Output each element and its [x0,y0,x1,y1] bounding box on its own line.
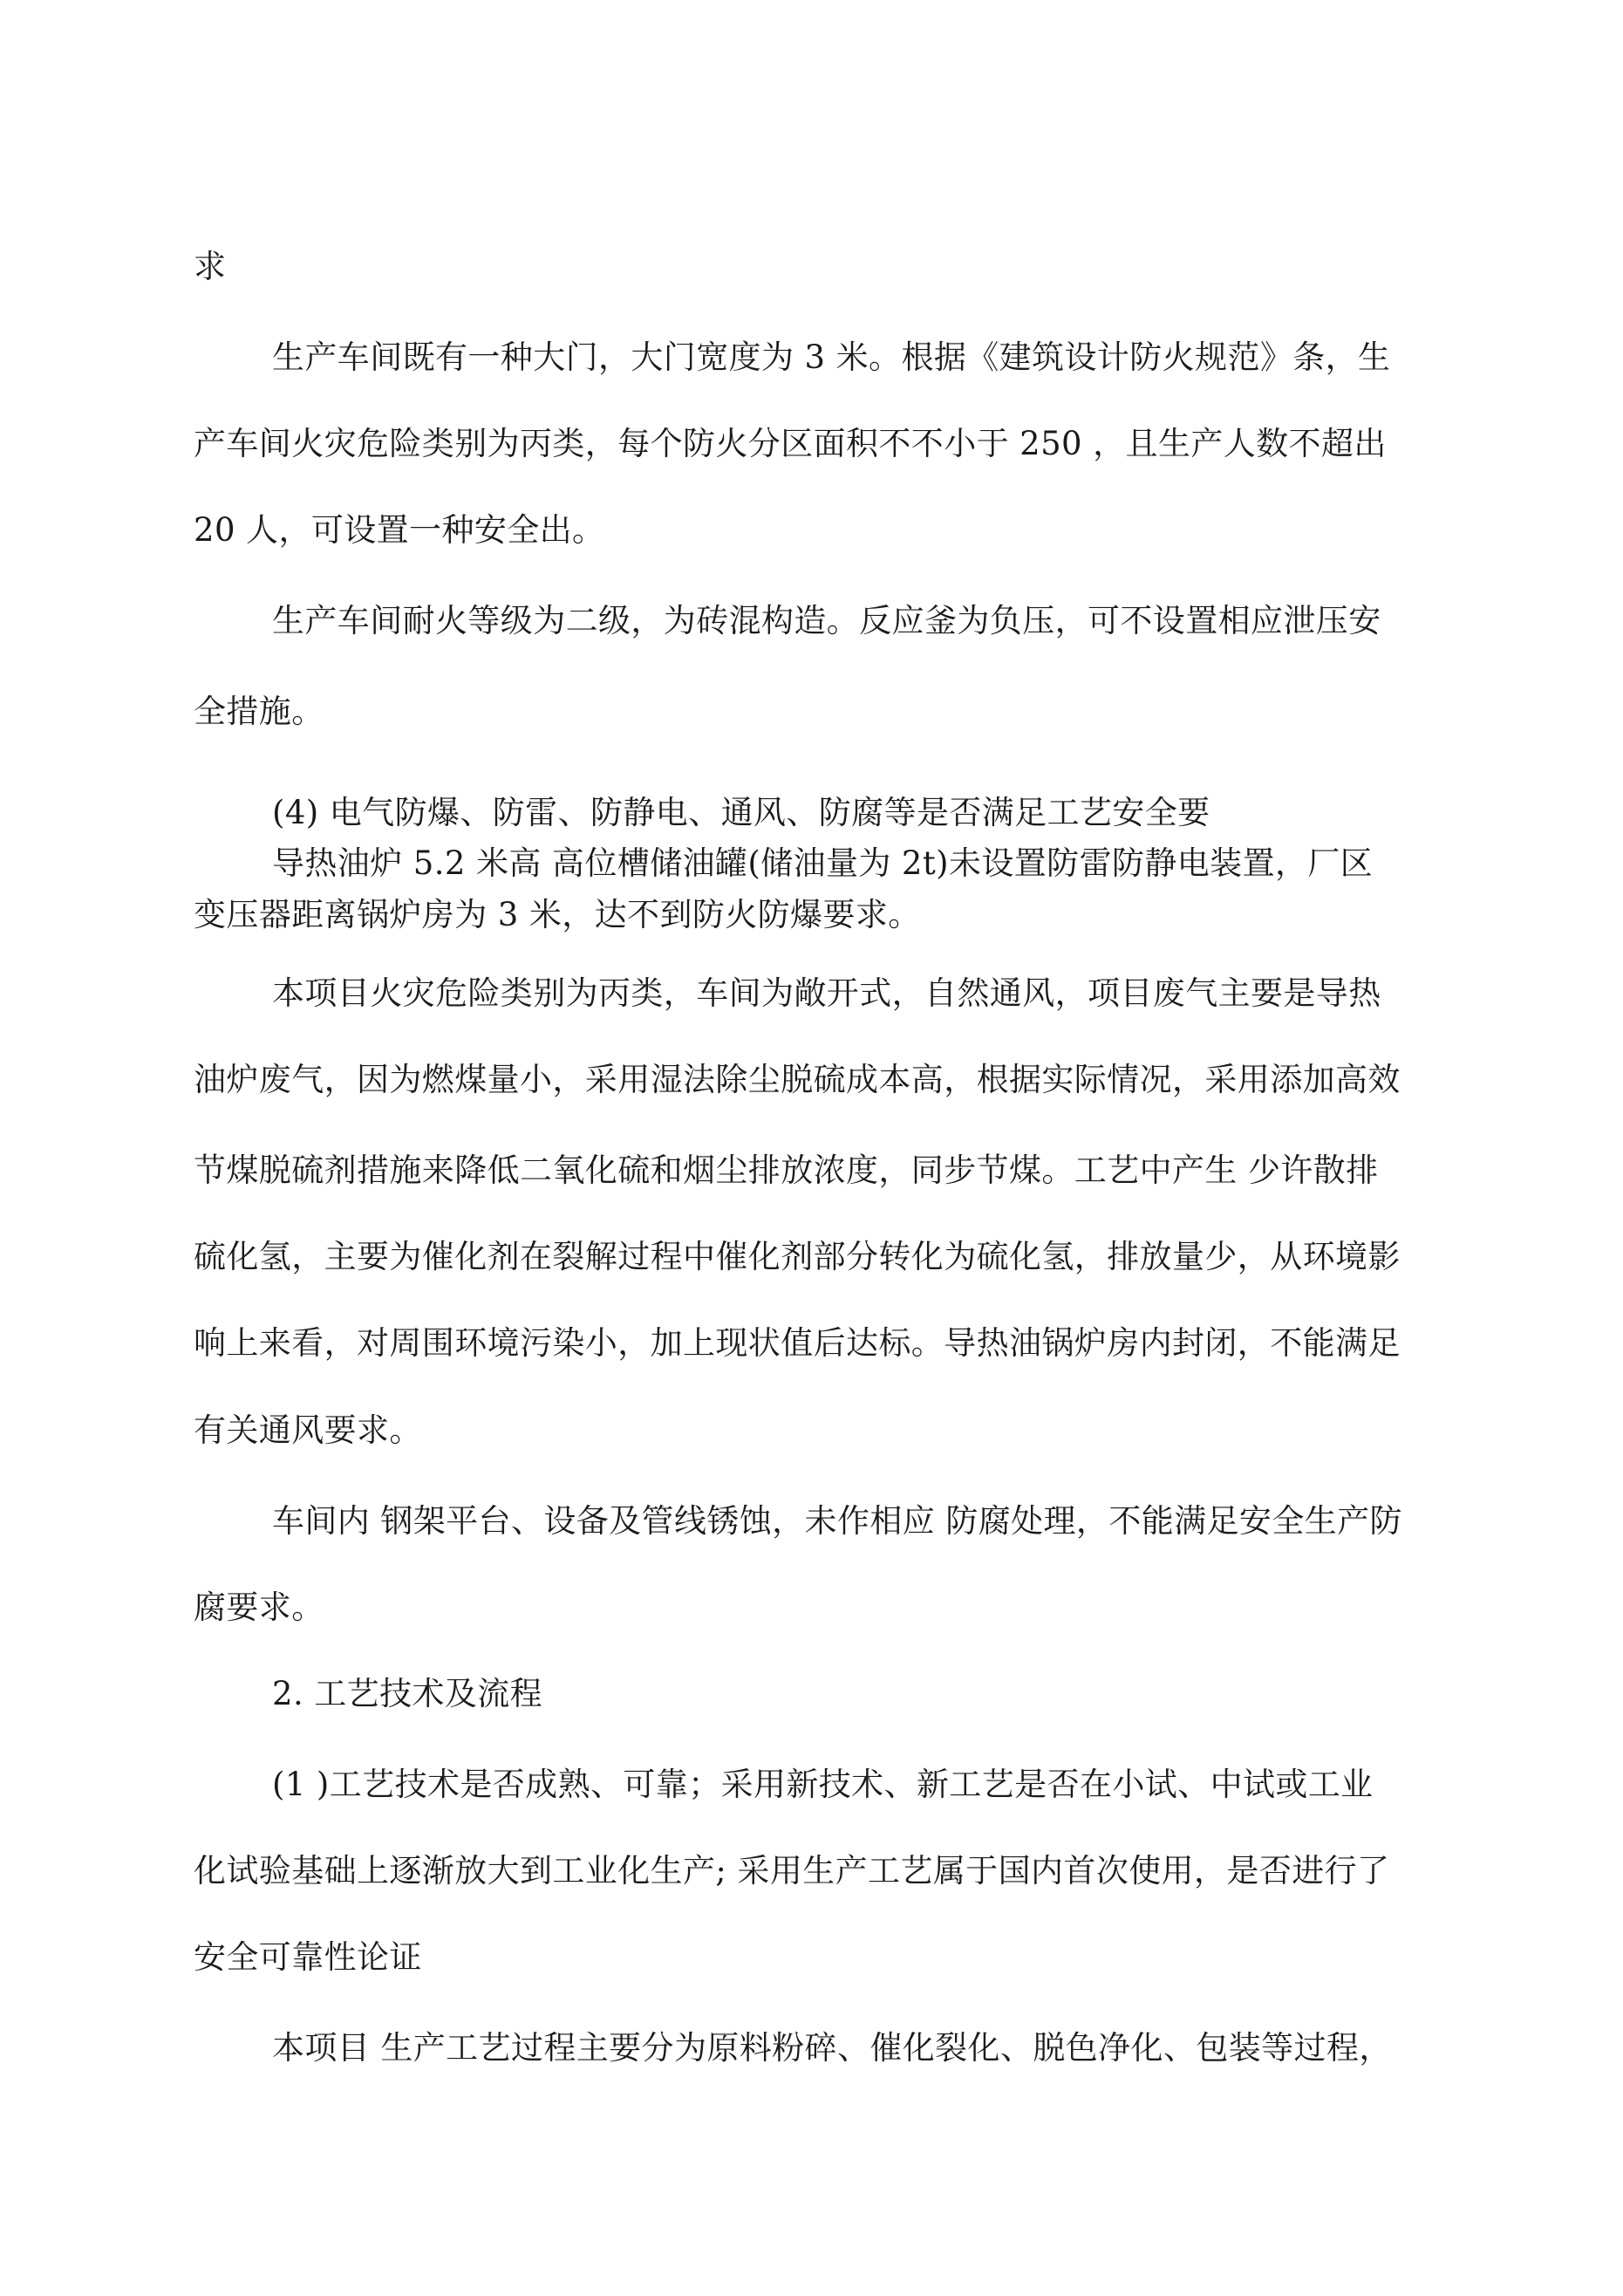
text-line: (4) 电气防爆、防雷、防静电、通风、防腐等是否满足工艺安全要 [272,794,1210,831]
text-line: 生产车间耐火等级为二级，为砖混构造。反应釜为负压，可不设置相应泄压安 [272,602,1381,639]
text-line: 化试验基础上逐渐放大到工业化生产; 采用生产工艺属于国内首次使用，是否进行了 [194,1852,1390,1889]
text-line: 求 [194,248,227,285]
text-line: 导热油炉 5.2 米高 高位槽储油罐(储油量为 2t)未设置防雷防静电装置，厂区 [272,844,1374,882]
text-line: 20 人，可设置一种安全出。 [194,511,605,549]
text-line: 响上来看，对周围环境污染小，加上现状值后达标。导热油锅炉房内封闭，不能满足 [194,1324,1401,1362]
section-heading: 2. 工艺技术及流程 [272,1675,543,1712]
text-line: 产车间火灾危险类别为丙类，每个防火分区面积不不小于 250 ，且生产人数不超出 [194,425,1387,462]
text-line: (1 )工艺技术是否成熟、可靠；采用新技术、新工艺是否在小试、中试或工业 [272,1766,1374,1803]
text-line: 有关通风要求。 [194,1411,422,1449]
text-line: 安全可靠性论证 [194,1938,422,1976]
text-line: 生产车间既有一种大门，大门宽度为 3 米。根据《建筑设计防火规范》条，生 [272,338,1391,376]
text-line: 硫化氢，主要为催化剂在裂解过程中催化剂部分转化为硫化氢，排放量少，从环境影 [194,1238,1401,1275]
text-line: 车间内 钢架平台、设备及管线锈蚀，未作相应 防腐处理，不能满足安全生产防 [272,1502,1402,1540]
text-line: 油炉废气，因为燃煤量小，采用湿法除尘脱硫成本高，根据实际情况，采用添加高效 [194,1061,1401,1098]
text-line: 腐要求。 [194,1589,324,1626]
text-line: 本项目火灾危险类别为丙类，车间为敞开式，自然通风，项目废气主要是导热 [272,974,1381,1012]
text-line: 本项目 生产工艺过程主要分为原料粉碎、催化裂化、脱色净化、包装等过程， [272,2029,1392,2067]
text-line: 节煤脱硫剂措施来降低二氧化硫和烟尘排放浓度，同步节煤。工艺中产生 少许散排 [194,1151,1379,1189]
text-line: 变压器距离锅炉房为 3 米，达不到防火防爆要求。 [194,896,921,933]
text-line: 全措施。 [194,693,324,730]
